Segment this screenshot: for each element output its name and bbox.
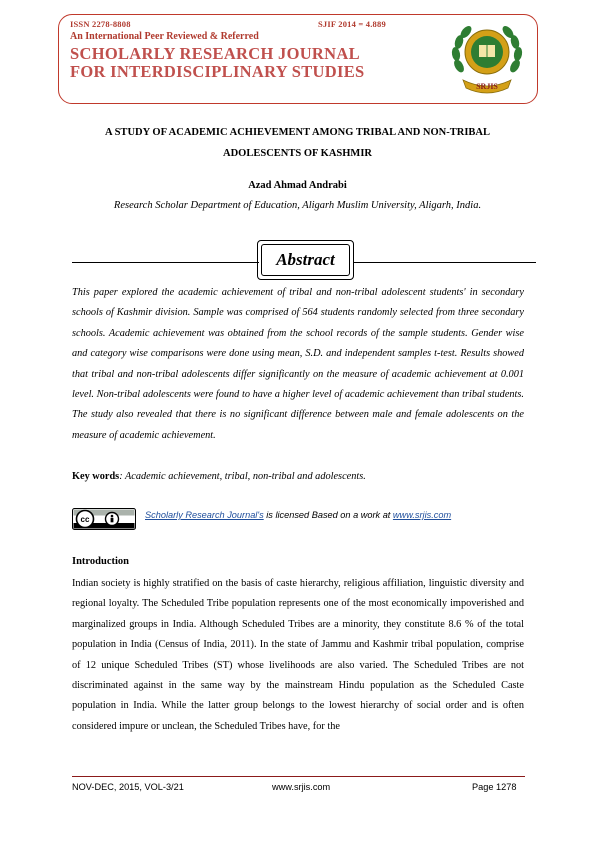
creative-commons-icon[interactable] xyxy=(72,508,136,530)
srjis-logo-icon xyxy=(445,18,529,100)
license-text: is licensed Based on a work at xyxy=(263,510,393,520)
sjif-label: SJIF 2014 = 4.889 xyxy=(318,19,386,29)
footer-rule xyxy=(72,776,525,777)
svg-text:cc: cc xyxy=(80,515,90,524)
license-statement xyxy=(145,510,451,520)
paper-title-line2: ADOLESCENTS OF KASHMIR xyxy=(223,148,372,159)
logo-text: SRJIS xyxy=(476,82,498,91)
introduction-body: Indian society is highly stratified on the basis of caste hierarchy, religious affiliation, linguistic diversity and regional loyalty. The Scheduled Tribe population represents one of the most economically impoverished and marginalized groups in India. Although Scheduled Tribes are a minority, they constitute 8.6 % of the total population in India (Census of India, 2011). In the state of Jammu and Kashmir tribal population, comprise of 12 unique Scheduled Tribes (ST) whose livelihoods are also varied. The Scheduled Tribes are not discriminated against in the same way by the mainstream Hindu population as the Scheduled Caste population in India. While the latter group belongs to the lowest hierarchy of social order and is often considered impure or unclean, the Scheduled Tribes have, for the xyxy=(72,578,524,732)
introduction-heading: Introduction xyxy=(72,556,129,567)
issn-label: ISSN 2278-8808 xyxy=(70,19,131,29)
author-affiliation: Research Scholar Department of Education, Aligarh Muslim University, Aligarh, India. xyxy=(113,200,482,211)
peer-review-tagline: An International Peer Reviewed & Referred xyxy=(70,31,259,42)
abstract-rule-right xyxy=(353,262,536,263)
keywords-label: Key words xyxy=(72,471,120,482)
paper-title-line1: A STUDY OF ACADEMIC ACHIEVEMENT AMONG TRIBAL AND NON-TRIBAL xyxy=(104,127,491,138)
journal-title-line1: SCHOLARLY RESEARCH JOURNAL xyxy=(70,44,360,63)
abstract-rule-left xyxy=(72,262,259,263)
srjis-website-link[interactable]: www.srjis.com xyxy=(392,510,452,520)
footer-issue: NOV-DEC, 2015, VOL-3/21 xyxy=(72,782,184,792)
abstract-heading: Abstract xyxy=(261,244,350,276)
journal-title-line2: FOR INTERDISCIPLINARY STUDIES xyxy=(70,62,365,81)
footer-page-number: Page 1278 xyxy=(472,782,517,792)
paper-title xyxy=(60,122,535,164)
keywords xyxy=(72,471,532,482)
footer-website: www.srjis.com xyxy=(272,782,331,792)
journal-link[interactable]: Scholarly Research Journal's xyxy=(145,510,264,520)
abstract-body: This paper explored the academic achievement of tribal and non-tribal adolescent students' in secondary schools of Kashmir division. Sample was comprised of 564 students randomly selected from three secondary schools. Academic achievement was obtained from the school records of the sample students. Gender wise and category wise comparisons were done using mean, S.D. and independent samples t-test. Results showed that tribal and non-tribal adolescents differ significantly on the measure of academic achievement at 0.001 level. Non-tribal adolescents were found to have a higher level of academic achievement than tribal students. The study also revealed that there is no significant difference between male and female adolescents on the measure of academic achievement. xyxy=(72,287,524,441)
keywords-text: : Academic achievement, tribal, non-tribal and adolescents. xyxy=(119,471,366,482)
author-name: Azad Ahmad Andrabi xyxy=(248,180,347,191)
